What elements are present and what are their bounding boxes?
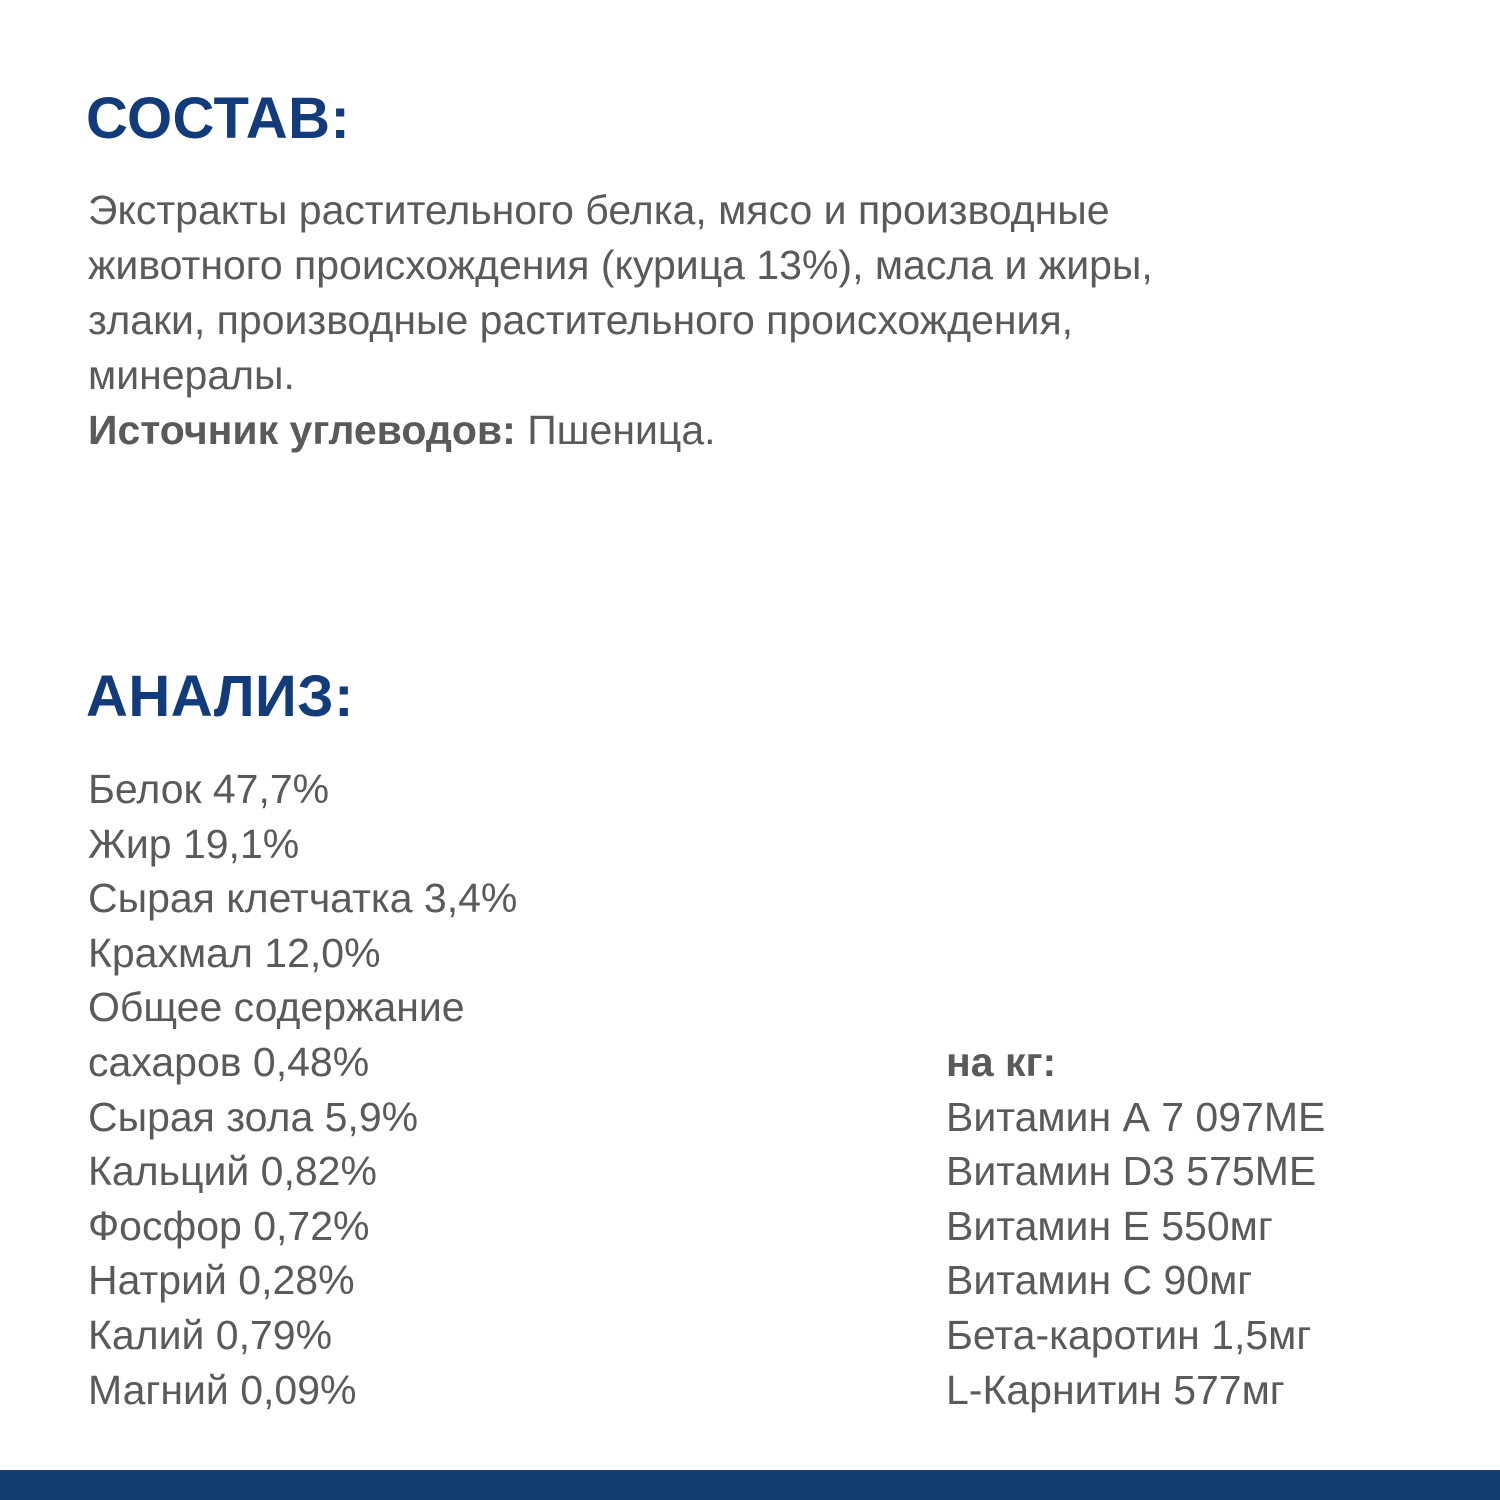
composition-text [88,183,1418,458]
analysis-item: Фосфор 0,72% [88,1202,370,1249]
ingredients-line: минералы. [88,352,295,398]
analysis-item: Белок 47,7% [88,766,330,812]
composition-heading: СОСТАВ: [86,86,351,151]
vitamin-item: Витамин С 90мг [946,1257,1253,1304]
analysis-list [88,762,868,1417]
analysis-item: Сырая зола 5,9% [88,1093,419,1140]
carb-source-label: Источник углеводов: [88,407,516,453]
carb-source-value: Пшеница. [527,407,716,453]
analysis-item: Крахмал 12,0% [88,929,381,976]
vitamin-item: Бета-каротин 1,5мг [946,1311,1312,1358]
analysis-item: Кальций 0,82% [88,1148,377,1195]
analysis-item: Натрий 0,28% [88,1257,355,1304]
analysis-item: Калий 0,79% [88,1311,333,1358]
vitamin-item: Витамин Е 550мг [946,1202,1273,1249]
bottom-brand-band [0,1470,1500,1500]
ingredients-line: Экстракты растительного белка, мясо и производные [88,187,1110,233]
analysis-item: Магний 0,09% [88,1366,357,1413]
vitamin-item: Витамин D3 575МЕ [946,1148,1317,1195]
per-kg-title: на кг: [946,1039,1057,1085]
carb-source [88,403,1418,458]
vitamin-list [946,1090,1466,1418]
analysis-item: сахаров 0,48% [88,1038,370,1085]
analysis-item: Жир 19,1% [88,820,300,867]
vitamin-item: L-Карнитин 577мг [946,1366,1285,1413]
analysis-item: Сырая клетчатка 3,4% [88,875,518,922]
analysis-item: Общее содержание [88,984,465,1031]
ingredients-line: животного происхождения (курица 13%), масла и жиры, [88,242,1153,288]
vitamin-item: Витамин А 7 097МЕ [946,1093,1326,1140]
analysis-heading: АНАЛИЗ: [86,664,354,729]
per-kg-block [946,1035,1466,1417]
ingredients-line: злаки, производные растительного происхождения, [88,297,1074,343]
